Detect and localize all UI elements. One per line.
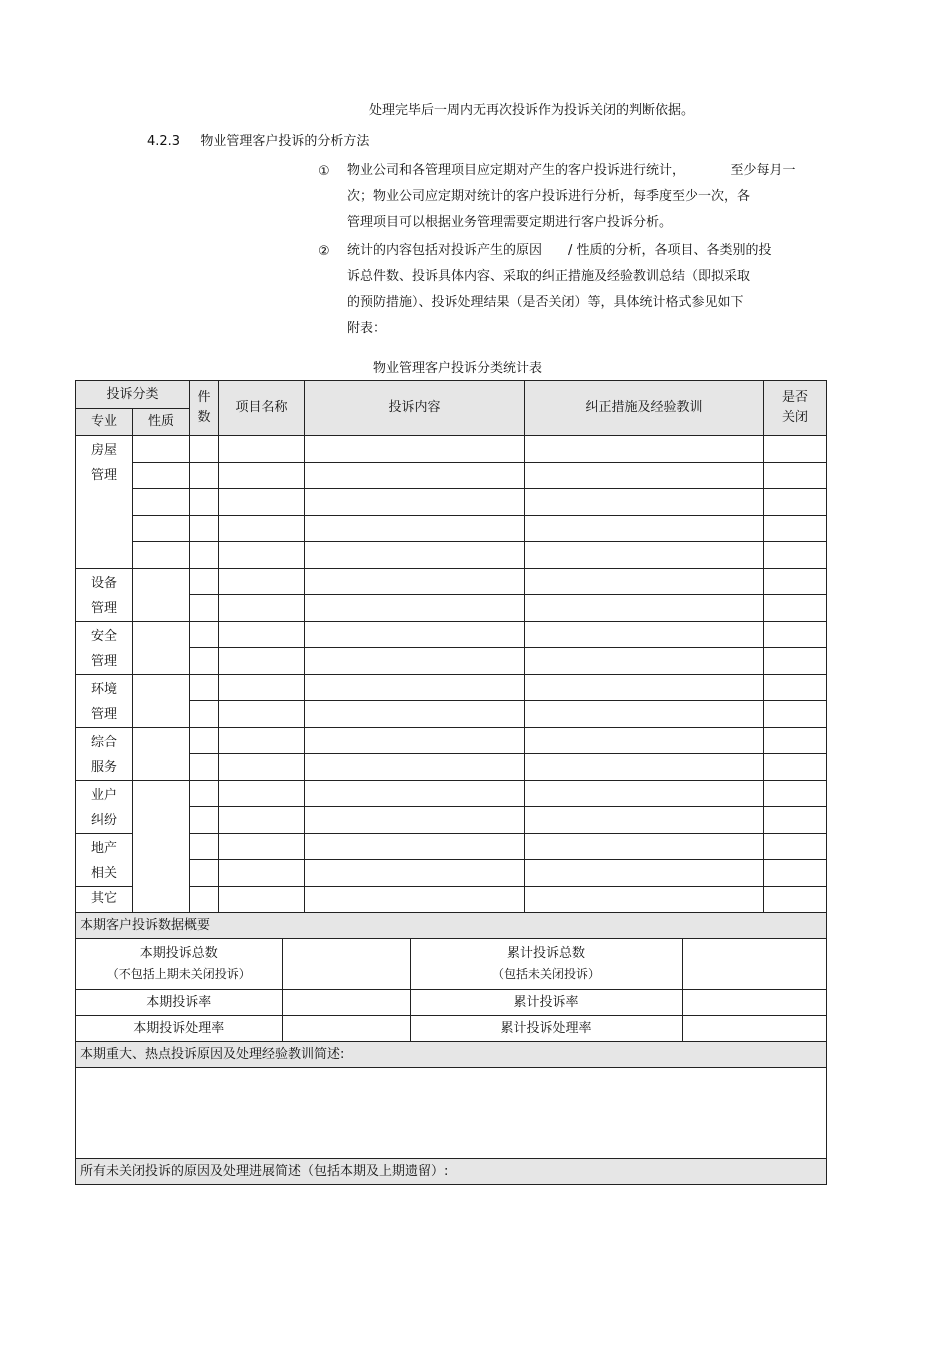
- table-row: [76, 436, 827, 463]
- category-label: 管理: [90, 600, 117, 616]
- header-count-bottom: 数: [197, 410, 211, 425]
- category-owner-dispute: [76, 780, 133, 833]
- period-handling-rate-value: [282, 1015, 410, 1041]
- summary-table: [76, 939, 827, 1041]
- cumulative-rate-value: [682, 989, 827, 1015]
- cumulative-total-text: 累计投诉总数: [506, 945, 585, 961]
- cumulative-total-note: （包括未关闭投诉）: [491, 966, 600, 981]
- cumulative-total-label: [410, 939, 682, 989]
- category-safety: [76, 621, 133, 674]
- item-1-text: [347, 158, 796, 236]
- header-closed-bottom: 关闭: [782, 410, 809, 425]
- complaint-statistics-table: [75, 380, 827, 1185]
- major-issues-box: [76, 1068, 827, 1159]
- period-handling-rate-label: 本期投诉处理率: [76, 1015, 282, 1041]
- table-row: [76, 674, 827, 701]
- section-title: 物业管理客户投诉的分析方法: [200, 134, 370, 149]
- category-label: 设备: [90, 575, 117, 591]
- table-row: [76, 489, 827, 516]
- item-1-marker: ①: [318, 164, 330, 179]
- category-real-estate: [76, 833, 133, 886]
- category-label: 相关: [90, 865, 117, 881]
- table-row: [76, 621, 827, 648]
- category-label: 管理: [90, 706, 117, 722]
- category-label: 地产: [90, 840, 117, 856]
- header-content: 投诉内容: [305, 381, 525, 436]
- cumulative-total-value: [682, 939, 827, 989]
- header-nature: 性质: [133, 409, 190, 436]
- period-total-value: [282, 939, 410, 989]
- header-category: 投诉分类: [76, 381, 190, 409]
- category-label: 安全: [90, 628, 117, 644]
- table-row: [76, 515, 827, 542]
- summary-band-title: 本期客户投诉数据概要: [76, 913, 827, 939]
- cumulative-rate-label: 累计投诉率: [410, 989, 682, 1015]
- table-row: [76, 568, 827, 595]
- item-1-line: 次；物业公司应定期对统计的客户投诉进行分析，每季度至少一次，各: [347, 189, 751, 204]
- period-total-text: 本期投诉总数: [139, 945, 218, 961]
- section-heading: [147, 129, 369, 155]
- category-general-service: [76, 727, 133, 780]
- category-label: 业户: [90, 787, 117, 803]
- table-caption: 物业管理客户投诉分类统计表: [373, 361, 543, 376]
- period-rate-value: [282, 989, 410, 1015]
- item-1-line: 物业公司和各管理项目应定期对产生的客户投诉进行统计， 至少每月一: [347, 163, 796, 178]
- header-project: 项目名称: [219, 381, 305, 436]
- table-row: [76, 542, 827, 569]
- item-2-line: 统计的内容包括对投诉产生的原因 / 性质的分析，各项目、各类别的投: [347, 243, 772, 258]
- cumulative-handling-rate-value: [682, 1015, 827, 1041]
- category-label: 纠纷: [90, 812, 117, 828]
- section-number: 4.2.3: [147, 134, 181, 149]
- period-rate-label: 本期投诉率: [76, 989, 282, 1015]
- major-issues-title: 本期重大、热点投诉原因及处理经验教训简述:: [76, 1042, 827, 1068]
- category-label: 综合: [90, 734, 117, 750]
- category-label: 管理: [90, 653, 117, 669]
- table-row: [76, 462, 827, 489]
- category-label: 环境: [90, 681, 117, 697]
- category-label: 服务: [90, 759, 117, 775]
- header-specialty: 专业: [76, 409, 133, 436]
- category-label: 房屋: [90, 443, 117, 458]
- unclosed-issues-title: 所有未关闭投诉的原因及处理进展简述（包括本期及上期遗留）:: [76, 1159, 827, 1185]
- header-corrective: 纠正措施及经验教训: [525, 381, 764, 436]
- intro-line: 处理完毕后一周内无再次投诉作为投诉关闭的判断依据。: [369, 103, 695, 118]
- header-count: [190, 381, 219, 436]
- category-equipment: [76, 568, 133, 621]
- category-label: 管理: [90, 468, 117, 483]
- header-closed: [764, 381, 827, 436]
- item-2-line: 附表：: [347, 321, 387, 336]
- category-other: 其它: [76, 886, 133, 913]
- category-building: [76, 436, 133, 569]
- item-2-text: [347, 238, 772, 342]
- item-2-line: 诉总件数、投诉具体内容、采取的纠正措施及经验教训总结（即拟采取: [347, 269, 751, 284]
- item-2-line: 的预防措施）、投诉处理结果（是否关闭）等，具体统计格式参见如下: [347, 295, 744, 310]
- cumulative-handling-rate-label: 累计投诉处理率: [410, 1015, 682, 1041]
- category-environment: [76, 674, 133, 727]
- item-1-line: 管理项目可以根据业务管理需要定期进行客户投诉分析。: [347, 215, 673, 230]
- period-total-label: [76, 939, 282, 989]
- period-total-note: （不包括上期未关闭投诉）: [106, 966, 251, 981]
- table-row: [76, 727, 827, 754]
- item-2-marker: ②: [318, 244, 330, 259]
- table-row: [76, 780, 827, 807]
- header-closed-top: 是否: [782, 390, 809, 405]
- header-count-top: 件: [197, 390, 211, 405]
